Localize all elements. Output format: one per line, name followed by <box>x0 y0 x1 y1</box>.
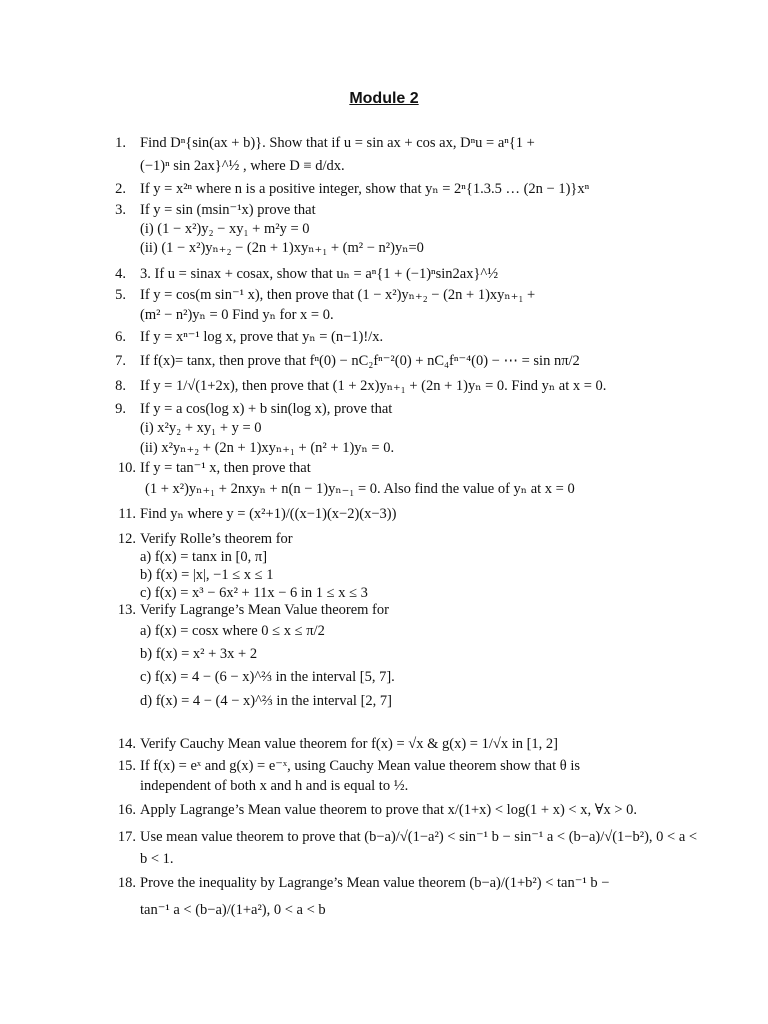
question-text: b < 1. <box>140 851 174 867</box>
question-text: c) f(x) = x³ − 6x² + 11x − 6 in 1 ≤ x ≤ 3 <box>140 585 368 601</box>
question-text: a) f(x) = cosx where 0 ≤ x ≤ π/2 <box>140 623 325 639</box>
question-number: 9. <box>115 401 126 417</box>
question-text: b) f(x) = |x|, −1 ≤ x ≤ 1 <box>140 567 274 583</box>
question-text: If y = a cos(log x) + b sin(log x), prove that <box>140 401 393 417</box>
question-number: 17. <box>117 829 136 845</box>
question-text: If y = sin (msin⁻¹x) prove that <box>140 202 316 218</box>
question-text: Find yₙ where y = (x²+1)/((x−1)(x−2)(x−3)) <box>140 506 397 522</box>
question-number: 5. <box>115 287 126 303</box>
question-number: 16. <box>117 802 136 818</box>
question-text: If f(x) = eˣ and g(x) = e⁻ˣ, using Cauchy Mean value theorem show that θ is <box>140 758 580 774</box>
question-number: 7. <box>115 353 126 369</box>
question-text: 3. If u = sinax + cosax, show that uₙ = aⁿ{1 + (−1)ⁿsin2ax}^½ <box>140 266 499 282</box>
question-text: d) f(x) = 4 − (4 − x)^⅔ in the interval [2, 7] <box>140 693 392 709</box>
question-text: Verify Lagrange’s Mean Value theorem for <box>140 602 389 618</box>
question-text: Verify Cauchy Mean value theorem for f(x) = √x & g(x) = 1/√x in [1, 2] <box>140 736 559 752</box>
question-text: If y = cos(m sin⁻¹ x), then prove that (1 − x²)yₙ₊₂ − (2n + 1)xyₙ₊₁ + <box>140 287 536 303</box>
question-text: a) f(x) = tanx in [0, π] <box>140 549 268 565</box>
question-text: tan⁻¹ a < (b−a)/(1+a²), 0 < a < b <box>140 902 326 918</box>
question-number: 13. <box>117 602 136 618</box>
question-number: 11. <box>118 506 136 522</box>
question-text: If f(x)= tanx, then prove that fⁿ(0) − nC₂fⁿ⁻²(0) + nC₄fⁿ⁻⁴(0) − ⋯ = sin nπ/2 <box>140 353 580 369</box>
question-number: 3. <box>115 202 126 218</box>
question-number: 1. <box>115 135 126 151</box>
question-text: b) f(x) = x² + 3x + 2 <box>140 646 258 662</box>
question-text: independent of both x and h and is equal to ½. <box>140 778 409 794</box>
question-number: 12. <box>117 531 136 547</box>
question-text: (ii) (1 − x²)yₙ₊₂ − (2n + 1)xyₙ₊₁ + (m² − n²)yₙ=0 <box>140 240 424 256</box>
question-text: If y = tan⁻¹ x, then prove that <box>140 460 311 476</box>
question-text: (ii) x²yₙ₊₂ + (2n + 1)xyₙ₊₁ + (n² + 1)yₙ = 0. <box>140 440 395 456</box>
question-text: Prove the inequality by Lagrange’s Mean value theorem (b−a)/(1+b²) < tan⁻¹ b − <box>140 875 610 891</box>
question-number: 10. <box>117 460 136 476</box>
question-text: Verify Rolle’s theorem for <box>140 531 293 547</box>
question-number: 2. <box>115 181 126 197</box>
question-number: 14. <box>117 736 136 752</box>
question-text: If y = 1/√(1+2x), then prove that (1 + 2x)yₙ₊₁ + (2n + 1)yₙ = 0. Find yₙ at x = 0. <box>140 378 607 394</box>
question-text: c) f(x) = 4 − (6 − x)^⅔ in the interval [5, 7]. <box>140 669 395 685</box>
question-text: If y = xⁿ⁻¹ log x, prove that yₙ = (n−1)!/x. <box>140 329 384 345</box>
question-text: (i) (1 − x²)y₂ − xy₁ + m²y = 0 <box>140 221 310 237</box>
question-number: 8. <box>115 378 126 394</box>
question-number: 18. <box>117 875 136 891</box>
question-text: Apply Lagrange’s Mean value theorem to prove that x/(1+x) < log(1 + x) < x, ∀x > 0. <box>140 802 638 818</box>
question-text: (1 + x²)yₙ₊₁ + 2nxyₙ + n(n − 1)yₙ₋₁ = 0. Also find the value of yₙ at x = 0 <box>145 481 575 497</box>
question-text: (i) x²y₂ + xy₁ + y = 0 <box>140 420 262 436</box>
question-text: (m² − n²)yₙ = 0 Find yₙ for x = 0. <box>140 307 334 323</box>
question-number: 6. <box>115 329 126 345</box>
question-number: 4. <box>115 266 126 282</box>
question-text: Find Dⁿ{sin(ax + b)}. Show that if u = sin ax + cos ax, Dⁿu = aⁿ{1 + <box>140 135 535 151</box>
question-number: 15. <box>117 758 136 774</box>
question-text: Use mean value theorem to prove that (b−a)/√(1−a²) < sin⁻¹ b − sin⁻¹ a < (b−a)/√(1−b²), 0 < a < <box>140 829 698 845</box>
question-text: If y = x²ⁿ where n is a positive integer, show that yₙ = 2ⁿ{1.3.5 … (2n − 1)}xⁿ <box>140 181 590 197</box>
question-text: (−1)ⁿ sin 2ax}^½ , where D ≡ d/dx. <box>140 158 345 174</box>
page-title: Module 2 <box>349 90 419 107</box>
